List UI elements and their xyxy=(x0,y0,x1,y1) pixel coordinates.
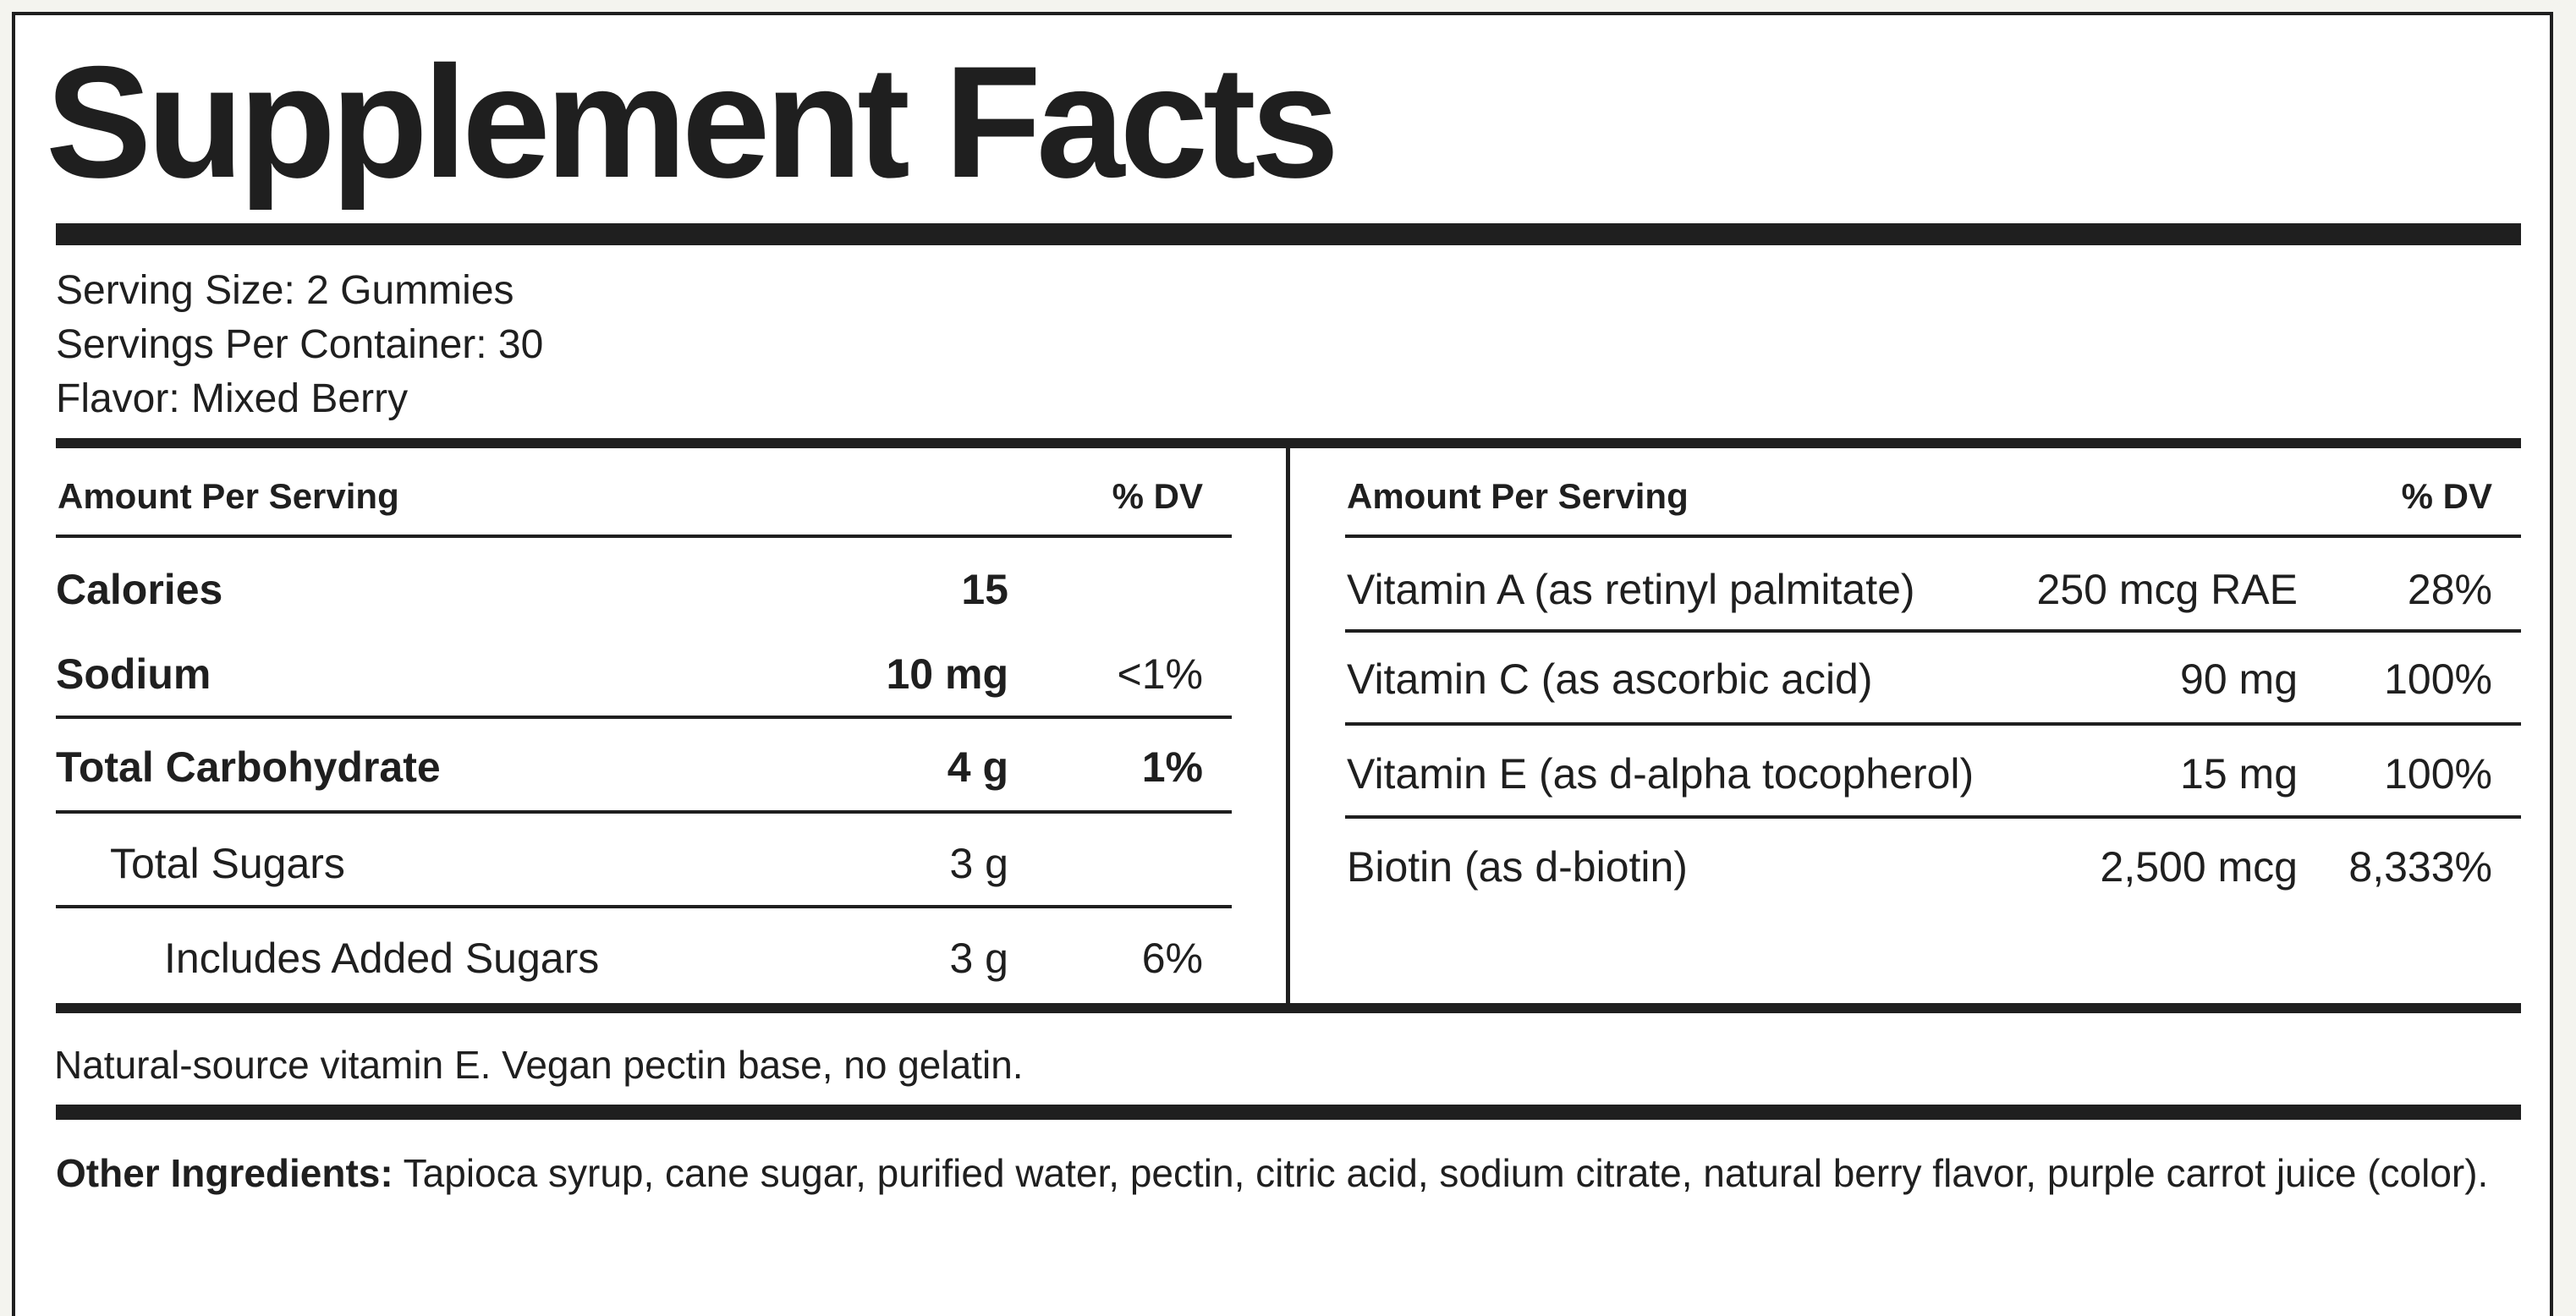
left-header-amount: Amount Per Serving xyxy=(58,476,399,516)
other-ingredients-text: Tapioca syrup, cane sugar, purified water, pectin, citric acid, sodium citrate, natural berry flavor, purple carrot juice (color). xyxy=(403,1151,2489,1195)
nutrient-name-added-sugars: Includes Added Sugars xyxy=(164,935,600,982)
left-row-rule xyxy=(56,810,1232,814)
vitamin-dv-a: 28% xyxy=(2407,566,2492,613)
vitamin-dv-e: 100% xyxy=(2384,750,2492,798)
other-ingredients-label: Other Ingredients: xyxy=(56,1151,393,1195)
title-rule xyxy=(56,223,2521,245)
vitamin-name-biotin: Biotin (as d-biotin) xyxy=(1347,843,1688,891)
vitamin-amount-biotin: 2,500 mcg xyxy=(2100,843,2298,891)
nutrient-amount-sodium: 10 mg xyxy=(886,650,1008,698)
left-row-rule xyxy=(56,716,1232,719)
panel-title: Supplement Facts xyxy=(46,33,1335,211)
nutrient-name-sodium: Sodium xyxy=(56,650,211,698)
nutrient-amount-total-sugars: 3 g xyxy=(949,840,1008,887)
nutrient-dv-total-carbohydrate: 1% xyxy=(1141,743,1203,791)
vitamin-dv-biotin: 8,333% xyxy=(2348,843,2492,891)
right-header-amount: Amount Per Serving xyxy=(1347,476,1689,516)
nutrient-amount-calories: 15 xyxy=(961,566,1008,613)
servings-per-container: Servings Per Container: 30 xyxy=(56,322,544,367)
right-row-rule xyxy=(1345,815,2521,819)
vitamin-amount-e: 15 mg xyxy=(2180,750,2298,798)
flavor: Flavor: Mixed Berry xyxy=(56,376,409,421)
footnote: Natural-source vitamin E. Vegan pectin base, no gelatin. xyxy=(54,1043,1024,1087)
ingredients-rule xyxy=(56,1105,2521,1120)
vitamin-name-e: Vitamin E (as d-alpha tocopherol) xyxy=(1347,750,1975,798)
tables-bottom-rule xyxy=(56,1003,2521,1013)
nutrient-amount-total-carbohydrate: 4 g xyxy=(947,743,1008,791)
right-header-dv: % DV xyxy=(2401,476,2492,516)
vitamin-dv-c: 100% xyxy=(2384,655,2492,703)
vitamin-name-a: Vitamin A (as retinyl palmitate) xyxy=(1347,566,1915,613)
other-ingredients xyxy=(56,1143,2526,1203)
left-header-rule xyxy=(56,535,1232,538)
serving-size: Serving Size: 2 Gummies xyxy=(56,268,514,313)
nutrient-amount-added-sugars: 3 g xyxy=(949,935,1008,982)
left-row-rule xyxy=(56,905,1232,908)
vitamin-amount-a: 250 mcg RAE xyxy=(2036,566,2298,613)
right-header-rule xyxy=(1345,535,2521,538)
nutrient-dv-sodium: <1% xyxy=(1117,650,1203,698)
tables-top-rule xyxy=(56,438,2521,448)
nutrient-name-total-carbohydrate: Total Carbohydrate xyxy=(56,743,441,791)
column-divider xyxy=(1286,448,1290,1008)
right-row-rule xyxy=(1345,722,2521,726)
nutrient-name-total-sugars: Total Sugars xyxy=(110,840,345,887)
left-header-dv: % DV xyxy=(1112,476,1203,516)
vitamin-name-c: Vitamin C (as ascorbic acid) xyxy=(1347,655,1873,703)
nutrient-dv-added-sugars: 6% xyxy=(1141,935,1203,982)
vitamin-amount-c: 90 mg xyxy=(2180,655,2298,703)
right-row-rule xyxy=(1345,629,2521,633)
nutrient-name-calories: Calories xyxy=(56,566,223,613)
